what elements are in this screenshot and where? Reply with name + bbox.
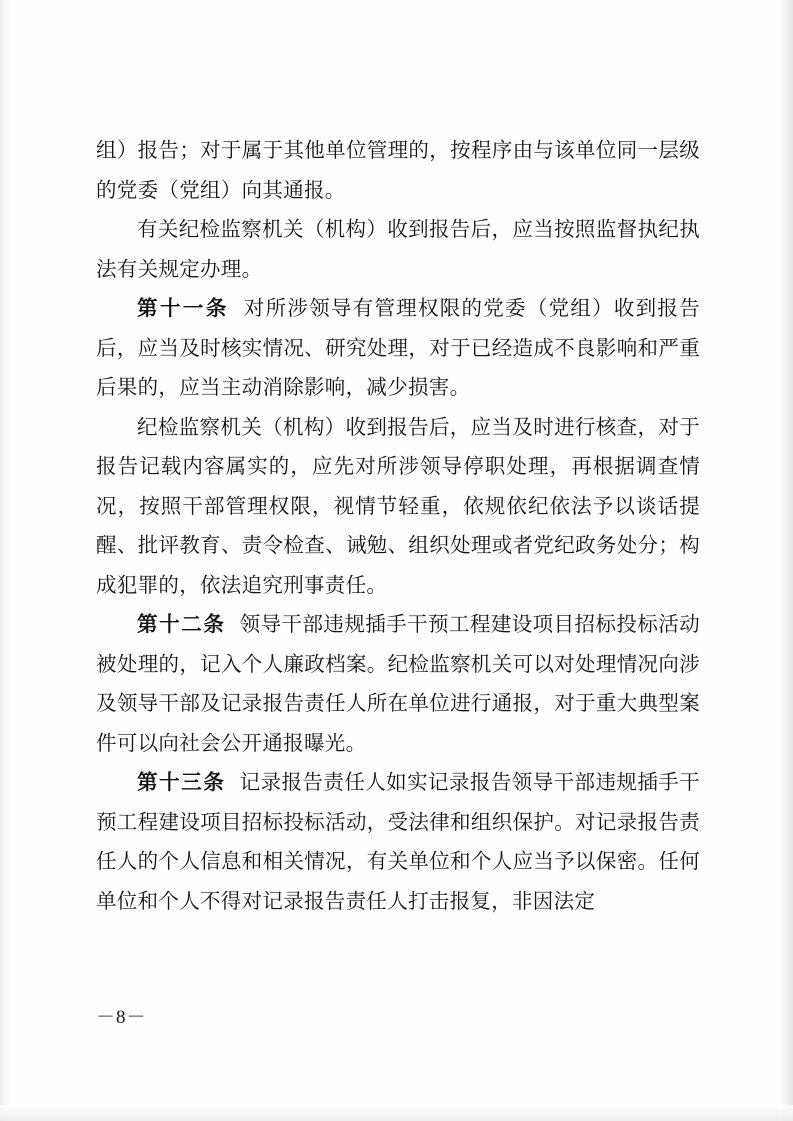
paragraph-article-11-second (96, 409, 700, 607)
paragraph-article-13 (96, 764, 700, 922)
paragraph-text: 有关纪检监察机关（机构）收到报告后，应当按照监督执纪执法有关规定办理。 (96, 219, 700, 281)
paragraph-text: 对所涉领导有管理权限的党委（党组）收到报告后，应当及时核实情况、研究处理，对于已经造成不良影响和严重后果的，应当主动消除影响，减少损害。 (96, 298, 700, 399)
paragraph-text: 领导干部违规插手干预工程建设项目招标投标活动被处理的，记入个人廉政档案。纪检监察机关可以对处理情况向涉及领导干部及记录报告责任人所在单位进行通报，对于重大典型案件可以向社会公开通报曝光。 (96, 614, 700, 755)
paragraph-text: 纪检监察机关（机构）收到报告后，应当及时进行核查，对于报告记载内容属实的，应先对所涉领导停职处理，再根据调查情况，按照干部管理权限，视情节轻重，依规依纪依法予以谈话提醒、批评教育、责令检查、诫勉、组织处理或者党纪政务处分；构成犯罪的，依法追究刑事责任。 (96, 416, 700, 597)
paragraph-continued (96, 132, 700, 211)
page-footer (96, 1002, 700, 1029)
paragraph-text: 记录报告责任人如实记录报告领导干部违规插手干预工程建设项目招标投标活动，受法律和组织保护。对记录报告责任人的个人信息和相关情况，有关单位和个人应当予以保密。任何单位和个人不得对记录报告责任人打击报复，非因法定 (96, 772, 700, 913)
article-label-12: 第十二条 (137, 614, 226, 636)
paragraph-text: 组）报告；对于属于其他单位管理的，按程序由与该单位同一层级的党委（党组）向其通报。 (96, 140, 700, 202)
page-number: －8－ (96, 1007, 147, 1028)
document-body (96, 132, 700, 922)
article-label-11: 第十一条 (137, 298, 229, 320)
scan-edge-right (779, 0, 793, 1121)
paragraph-article-11 (96, 290, 700, 409)
scan-edge-left (0, 0, 10, 1121)
paragraph-article-12 (96, 606, 700, 764)
scan-edge-bottom (0, 1105, 793, 1121)
paragraph-supervision-note (96, 211, 700, 290)
article-label-13: 第十三条 (137, 772, 226, 794)
